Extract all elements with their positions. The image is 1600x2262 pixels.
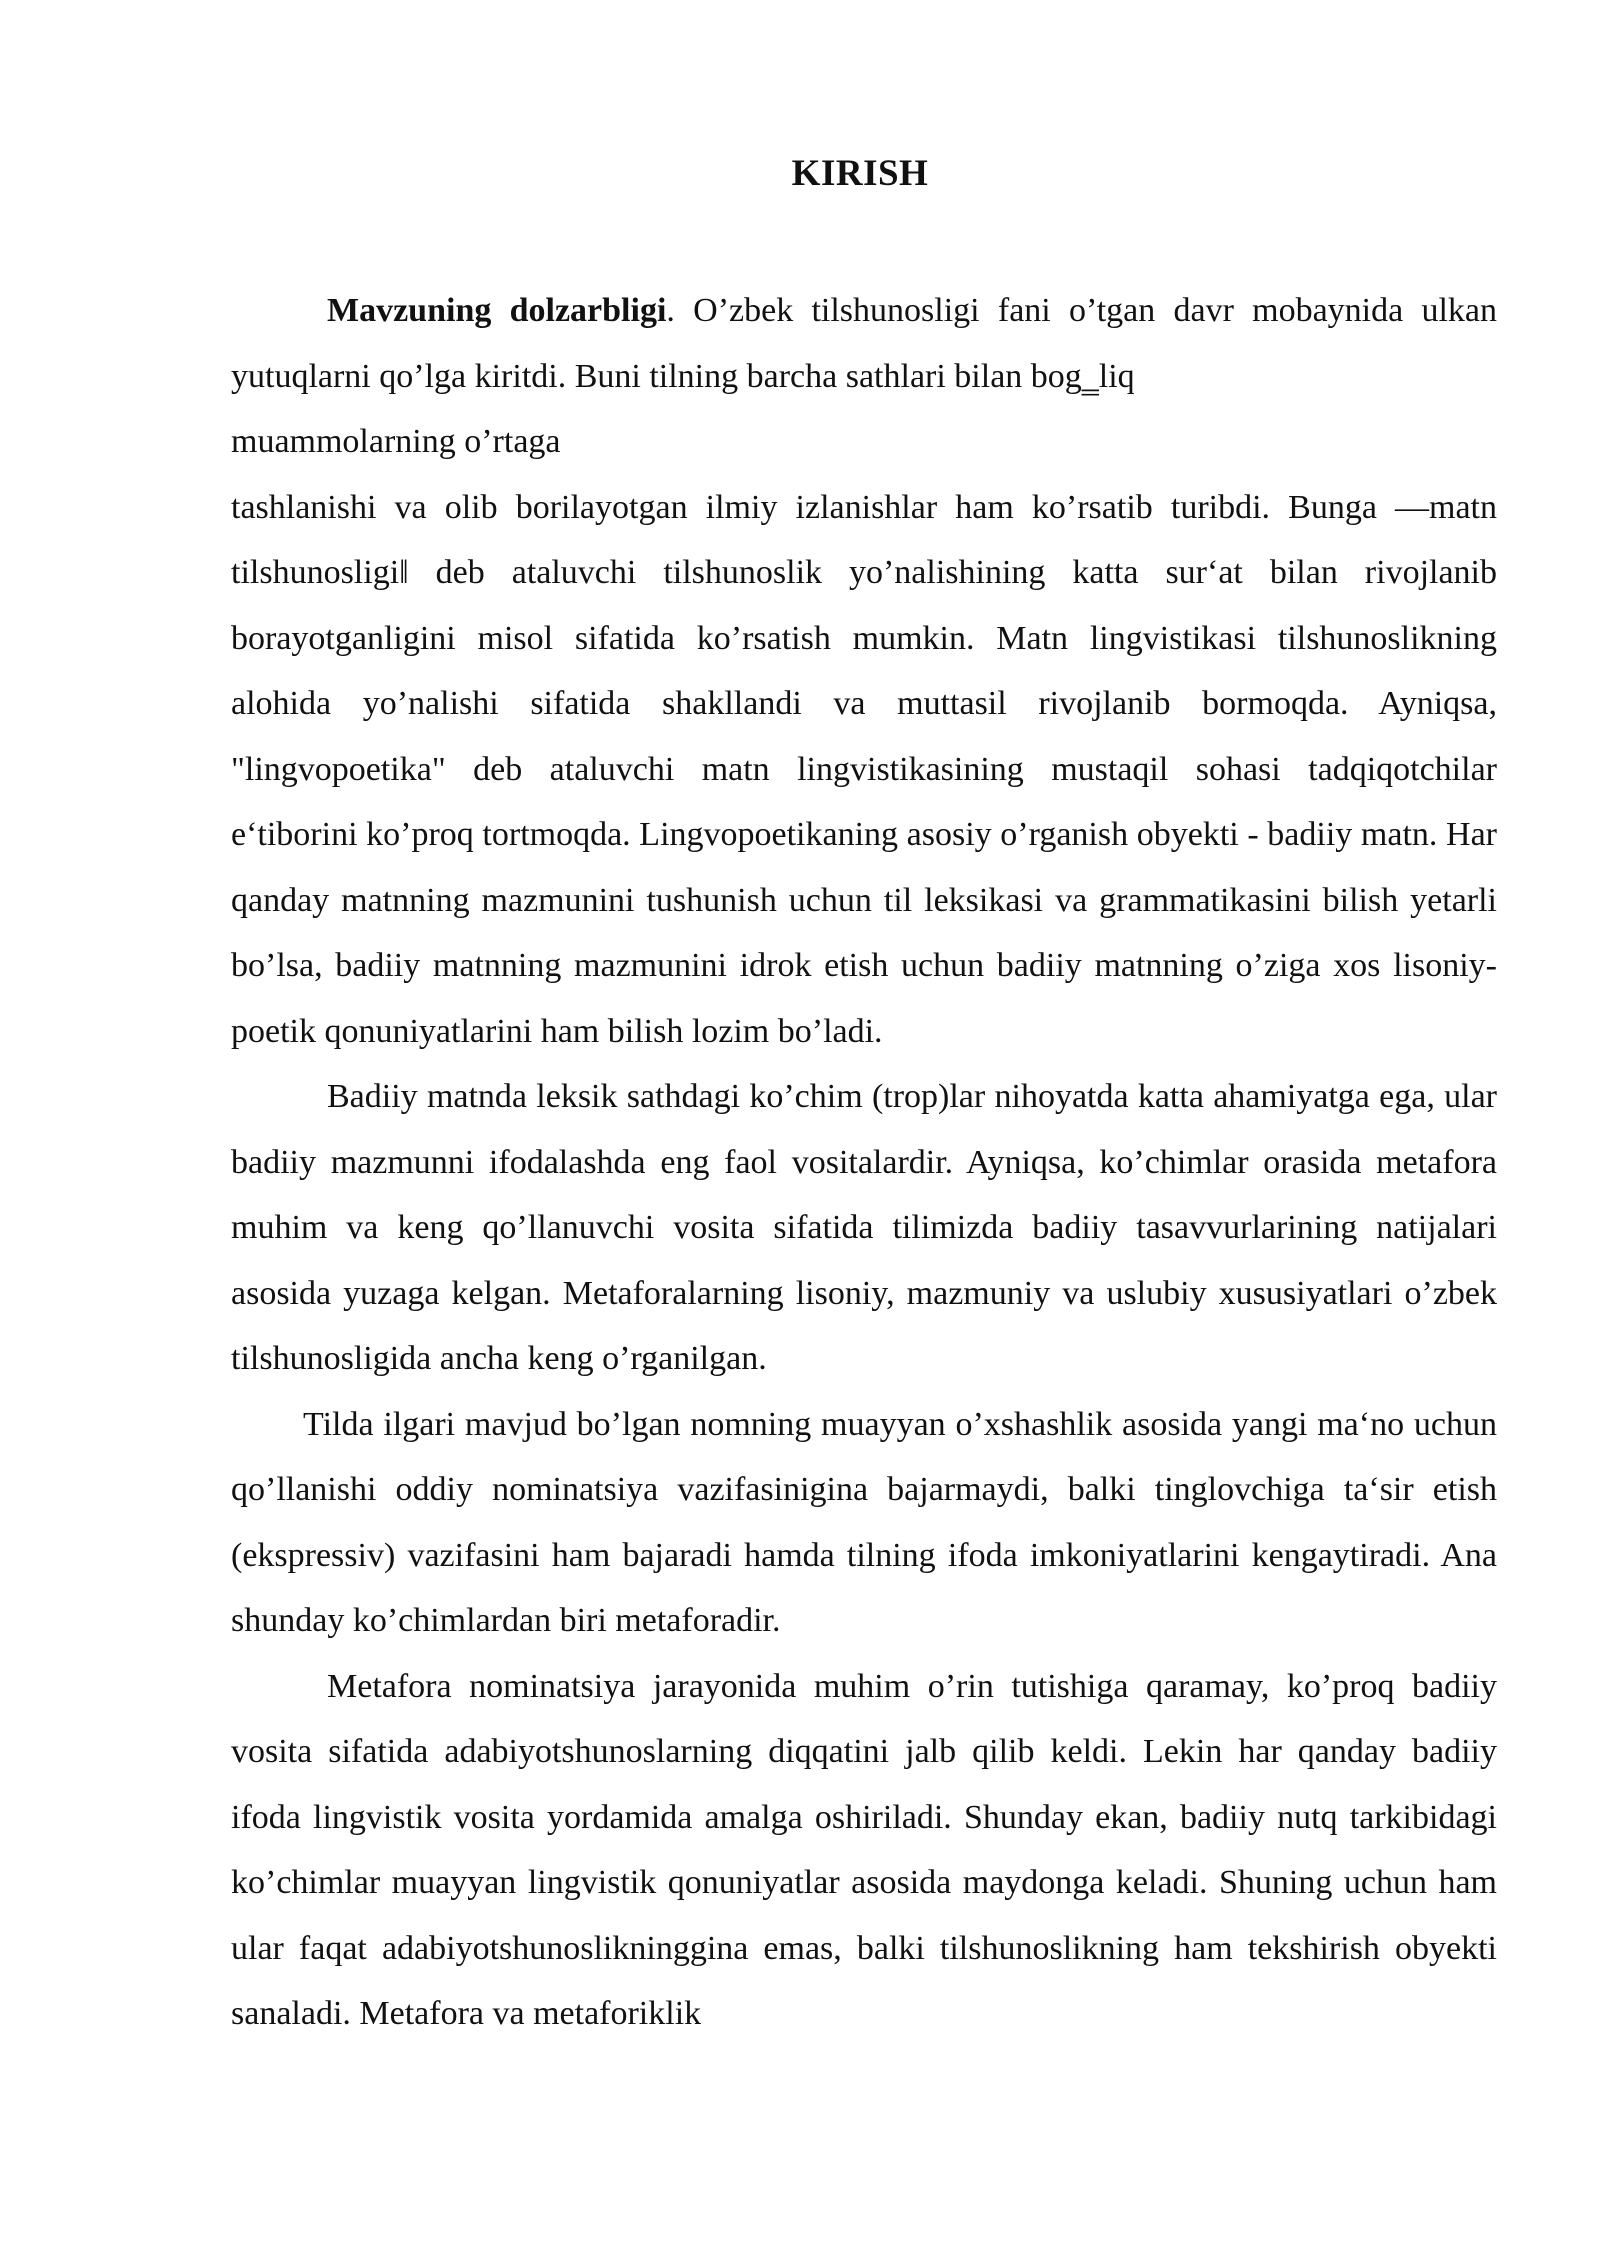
- paragraph-metaphor-nomination: Metafora nominatsiya jarayonida muhim o’rin tutishiga qaramay, ko’proq badiiy vosita sifatida adabiyotshunoslarning diqqatini jalb qilib keldi. Lekin har qanday badiiy ifoda lingvistik vosita yordamida amalga oshiriladi. Shunday ekan, badiiy nutq tarkibidagi ko’chimlar muayyan lingvistik qonuniyatlar asosida maydonga keladi. Shuning uchun ham ular faqat adabiyotshunoslikninggina emas, balki tilshunoslikning ham tekshirish obyekti sanaladi. Metafora va metaforiklik: [231, 1667, 1497, 2032]
- paragraph-metaphor-tropes: Badiiy matnda leksik sathdagi ko’chim (trop)lar nihoyatda katta ahamiyatga ega, ular badiiy mazmunni ifodalashda eng faol vositalardir. Ayniqsa, ko’chimlar orasida metafora muhim va keng qo’llanuvchi vosita sifatida tilimizda badiiy tasavvurlarining natijalari asosida yuzaga kelgan. Metaforalarning lisoniy, mazmuniy va uslubiy xususiyatlari o’zbek tilshunosligida ancha keng o’rganilgan.: [231, 1078, 1497, 1377]
- page-title: KIRISH: [791, 153, 929, 194]
- intro-bold-lead: Mavzuning dolzarbligi: [327, 292, 667, 329]
- intro-short-line: muammolarning o’rtaga: [231, 423, 561, 460]
- intro-lead-text: . O’zbek tilshunosligi fani o’tgan davr mobaynida ulkan yutuqlarni qo’lga kiritdi. Buni tilning barcha sathlari bilan bog‗liq: [231, 292, 1498, 395]
- intro-paragraph: [231, 278, 1497, 409]
- document-body: [231, 278, 1497, 2047]
- paragraph-nomination: Tilda ilgari mavjud bo’lgan nomning muayyan o’xshashlik asosida yangi ma‘no uchun qo’llanishi oddiy nominatsiya vazifasinigina bajarmaydi, balki tinglovchiga ta‘sir etish (ekspressiv) vazifasini ham bajaradi hamda tilning ifoda imkoniyatlarini kengaytiradi. Ana shunday ko’chimlardan biri metaforadir.: [231, 1405, 1497, 1639]
- intro-continuation: tashlanishi va olib borilayotgan ilmiy izlanishlar ham ko’rsatib turibdi. Bunga ―matn tilshunosligi‖ deb ataluvchi tilshunoslik yo’nalishining katta sur‘at bilan rivojlanib borayotganligini misol sifatida ko’rsatish mumkin. Matn lingvistikasi tilshunoslikning alohida yo’nalishi sifatida shakllandi va muttasil rivojlanib bormoqda. Ayniqsa, "lingvopoetika" deb ataluvchi matn lingvistikasining mustaqil sohasi tadqiqotchilar e‘tiborini ko’proq tortmoqda. Lingvopoetikaning asosiy o’rganish obyekti - badiiy matn. Har qanday matnning mazmunini tushunish uchun til leksikasi va grammatikasini bilish yetarli bo’lsa, badiiy matnning mazmunini idrok etish uchun badiiy matnning o’ziga xos lisoniy-poetik qonuniyatlarini ham bilish lozim bo’ladi.: [231, 488, 1497, 1050]
